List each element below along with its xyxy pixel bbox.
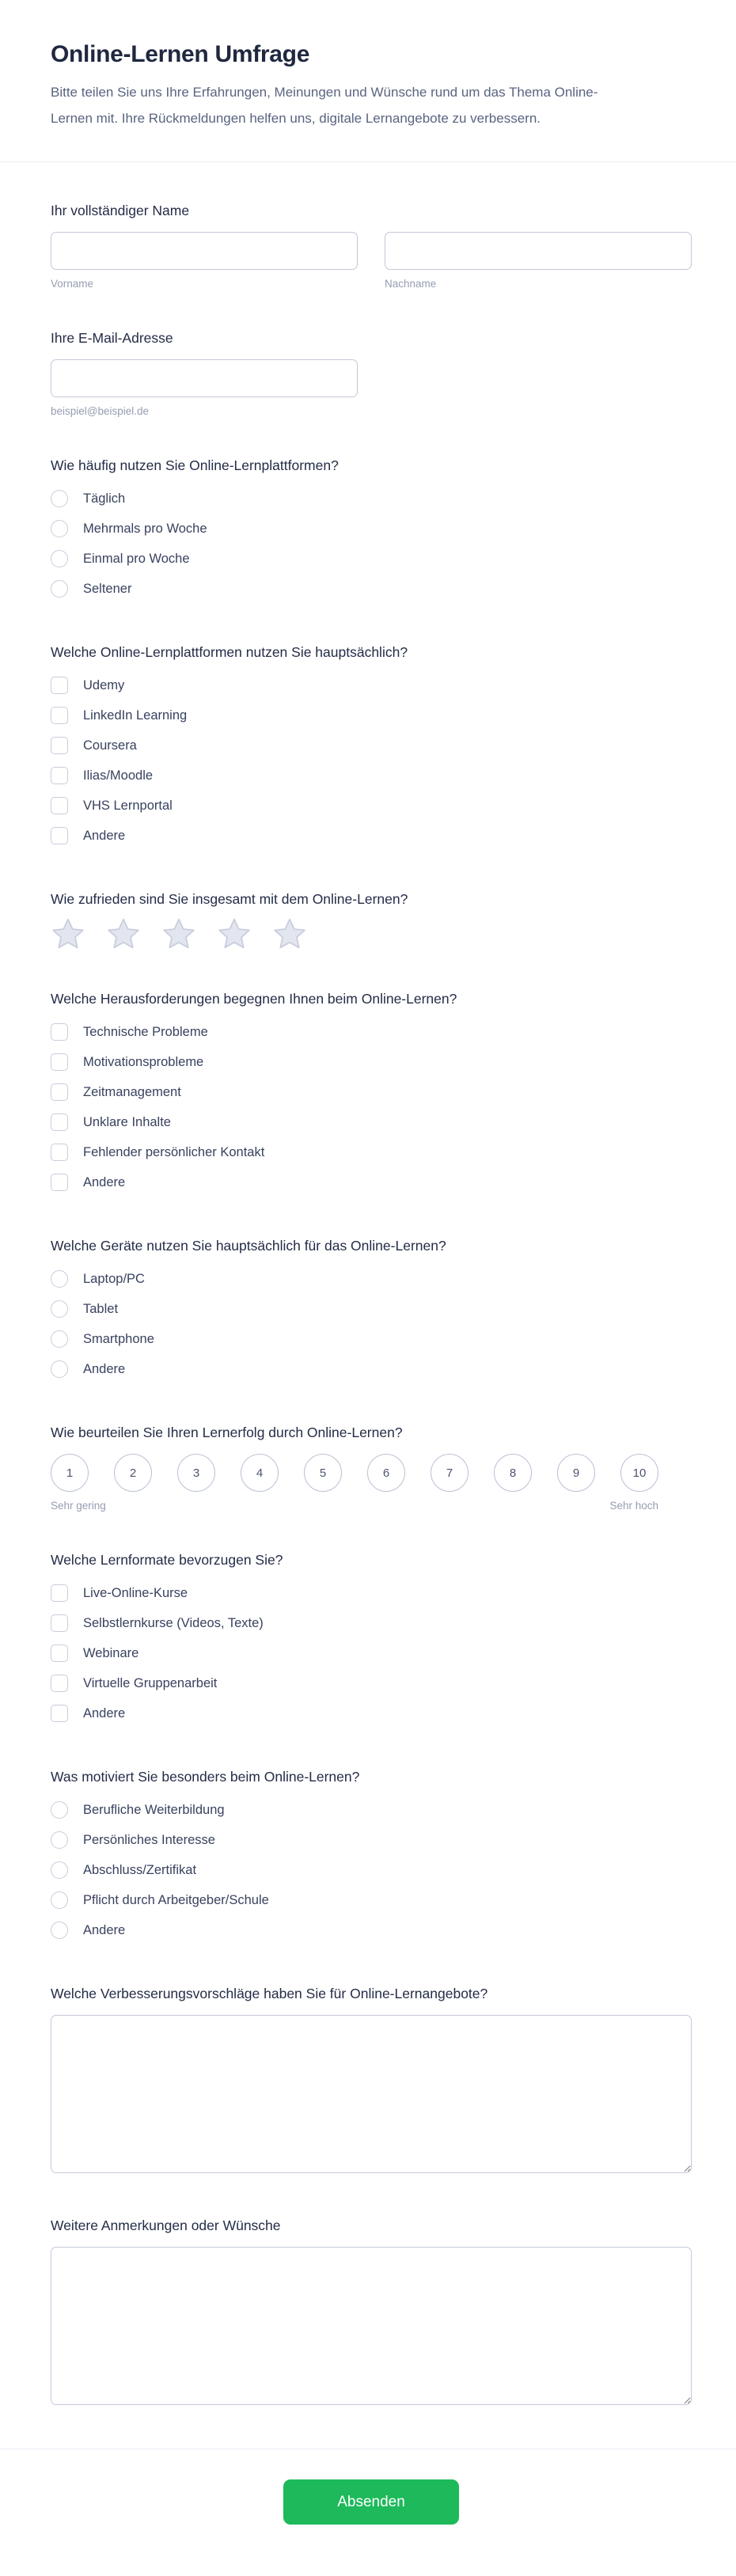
radio-option[interactable] bbox=[51, 1354, 692, 1384]
radio-option[interactable] bbox=[51, 1855, 692, 1885]
question-label: Ihr vollständiger Name bbox=[51, 203, 190, 218]
form-footer bbox=[51, 2449, 692, 2566]
divider bbox=[0, 161, 736, 162]
remarks-textarea[interactable] bbox=[51, 2247, 692, 2405]
radio-icon[interactable] bbox=[51, 490, 68, 507]
radio-option[interactable] bbox=[51, 574, 692, 604]
option-label: Motivationsprobleme bbox=[83, 1055, 204, 1069]
star-icon[interactable] bbox=[51, 917, 85, 950]
radio-option[interactable] bbox=[51, 1795, 692, 1825]
radio-option[interactable] bbox=[51, 1825, 692, 1855]
radio-option[interactable] bbox=[51, 544, 692, 574]
question-label: Weitere Anmerkungen oder Wünsche bbox=[51, 2217, 281, 2233]
option-label: Mehrmals pro Woche bbox=[83, 522, 207, 536]
star-icon[interactable] bbox=[161, 917, 196, 950]
radio-icon[interactable] bbox=[51, 1360, 68, 1378]
checkbox-option[interactable] bbox=[51, 1578, 692, 1608]
question-label: Was motiviert Sie besonders beim Online-Lernen? bbox=[51, 1769, 360, 1785]
question-label: Ihre E-Mail-Adresse bbox=[51, 330, 173, 346]
option-label: Andere bbox=[83, 1175, 126, 1189]
question-label: Welche Verbesserungsvorschläge haben Sie für Online-Lernangebote? bbox=[51, 1986, 488, 2001]
option-label: Zeitmanagement bbox=[83, 1085, 181, 1099]
question-frequency bbox=[51, 457, 692, 604]
scale-option-1[interactable]: 1 bbox=[51, 1454, 89, 1492]
checkbox-icon[interactable] bbox=[51, 767, 68, 784]
option-label: Berufliche Weiterbildung bbox=[83, 1803, 225, 1817]
question-devices bbox=[51, 1237, 692, 1384]
question-label: Wie häufig nutzen Sie Online-Lernplattformen? bbox=[51, 457, 339, 473]
checkbox-option[interactable] bbox=[51, 1698, 692, 1728]
checkbox-icon[interactable] bbox=[51, 1053, 68, 1071]
scale-min-label: Sehr gering bbox=[51, 1500, 106, 1512]
checkbox-option[interactable] bbox=[51, 1167, 692, 1197]
radio-option[interactable] bbox=[51, 1324, 692, 1354]
question-email bbox=[51, 329, 692, 417]
checkbox-option[interactable] bbox=[51, 1017, 692, 1047]
option-label: Udemy bbox=[83, 678, 125, 692]
checkbox-option[interactable] bbox=[51, 1668, 692, 1698]
checkbox-option[interactable] bbox=[51, 1107, 692, 1137]
question-suggestions bbox=[51, 1985, 692, 2177]
option-label: Abschluss/Zertifikat bbox=[83, 1863, 197, 1877]
radio-icon[interactable] bbox=[51, 1891, 68, 1909]
option-label: LinkedIn Learning bbox=[83, 708, 188, 723]
checkbox-icon[interactable] bbox=[51, 797, 68, 814]
option-label: Andere bbox=[83, 1923, 126, 1937]
radio-icon[interactable] bbox=[51, 1801, 68, 1819]
email-sublabel: beispiel@beispiel.de bbox=[51, 405, 150, 417]
scale-option-5[interactable]: 5 bbox=[304, 1454, 342, 1492]
scale-labels bbox=[51, 1492, 658, 1512]
option-label: Pflicht durch Arbeitgeber/Schule bbox=[83, 1893, 269, 1907]
checkbox-icon[interactable] bbox=[51, 1675, 68, 1692]
radio-icon[interactable] bbox=[51, 520, 68, 537]
star-icon[interactable] bbox=[217, 917, 252, 950]
suggestions-textarea[interactable] bbox=[51, 2015, 692, 2173]
radio-icon[interactable] bbox=[51, 1861, 68, 1879]
star-icon[interactable] bbox=[272, 917, 307, 950]
linear-scale bbox=[51, 1454, 658, 1512]
checkbox-icon[interactable] bbox=[51, 1645, 68, 1662]
question-formats bbox=[51, 1551, 692, 1728]
question-motivation bbox=[51, 1768, 692, 1945]
checkbox-option[interactable] bbox=[51, 1077, 692, 1107]
checkbox-option[interactable] bbox=[51, 1047, 692, 1077]
question-label: Wie zufrieden sind Sie insgesamt mit dem Online-Lernen? bbox=[51, 891, 408, 907]
option-label: Fehlender persönlicher Kontakt bbox=[83, 1145, 265, 1159]
checkbox-option[interactable] bbox=[51, 700, 692, 730]
radio-option[interactable] bbox=[51, 1264, 692, 1294]
checkbox-icon[interactable] bbox=[51, 1705, 68, 1722]
first-name-input[interactable] bbox=[51, 232, 358, 270]
question-label: Wie beurteilen Sie Ihren Lernerfolg durch Online-Lernen? bbox=[51, 1425, 403, 1440]
last-name-sublabel: Nachname bbox=[385, 278, 437, 290]
question-remarks bbox=[51, 2217, 692, 2409]
radio-option[interactable] bbox=[51, 1294, 692, 1324]
option-label: Technische Probleme bbox=[83, 1025, 208, 1039]
question-label: Welche Herausforderungen begegnen Ihnen beim Online-Lernen? bbox=[51, 991, 457, 1007]
email-field-wrap bbox=[51, 359, 358, 417]
question-challenges bbox=[51, 990, 692, 1197]
scale-max-label: Sehr hoch bbox=[609, 1500, 658, 1512]
radio-icon[interactable] bbox=[51, 1270, 68, 1288]
checkbox-icon[interactable] bbox=[51, 1614, 68, 1632]
radio-option[interactable] bbox=[51, 484, 692, 514]
scale-option-6[interactable]: 6 bbox=[367, 1454, 405, 1492]
checkbox-icon[interactable] bbox=[51, 737, 68, 754]
question-satisfaction-rating bbox=[51, 890, 692, 950]
checkbox-icon[interactable] bbox=[51, 827, 68, 844]
option-label: Coursera bbox=[83, 738, 137, 753]
email-input[interactable] bbox=[51, 359, 358, 397]
scale-option-8[interactable]: 8 bbox=[494, 1454, 532, 1492]
checkbox-option[interactable] bbox=[51, 670, 692, 700]
checkbox-icon[interactable] bbox=[51, 1023, 68, 1041]
option-label: Täglich bbox=[83, 491, 126, 506]
option-label: Andere bbox=[83, 829, 126, 843]
scale-option-9[interactable]: 9 bbox=[557, 1454, 595, 1492]
scale-option-4[interactable]: 4 bbox=[241, 1454, 279, 1492]
checkbox-icon[interactable] bbox=[51, 1144, 68, 1161]
option-label: Tablet bbox=[83, 1302, 119, 1316]
checkbox-icon[interactable] bbox=[51, 1174, 68, 1191]
question-full-name bbox=[51, 202, 692, 290]
checkbox-option[interactable] bbox=[51, 1638, 692, 1668]
radio-icon[interactable] bbox=[51, 550, 68, 567]
checkbox-icon[interactable] bbox=[51, 707, 68, 724]
scale-option-2[interactable]: 2 bbox=[114, 1454, 152, 1492]
checkbox-icon[interactable] bbox=[51, 1083, 68, 1101]
star-icon[interactable] bbox=[106, 917, 141, 950]
page-title: Online-Lernen Umfrage bbox=[51, 41, 310, 67]
option-label: Einmal pro Woche bbox=[83, 552, 190, 566]
checkbox-option[interactable] bbox=[51, 791, 692, 821]
radio-icon[interactable] bbox=[51, 1330, 68, 1348]
option-label: Seltener bbox=[83, 582, 132, 596]
form-description: Bitte teilen Sie uns Ihre Erfahrungen, Meinungen und Wünsche rund um das Thema Online-Lernen mit. Ihre Rückmeldungen helfen uns, digitale Lernangebote zu verbessern. bbox=[51, 85, 598, 126]
last-name-input[interactable] bbox=[385, 232, 692, 270]
question-learning-success-scale bbox=[51, 1424, 692, 1512]
radio-icon[interactable] bbox=[51, 1922, 68, 1939]
option-label: Webinare bbox=[83, 1646, 139, 1660]
scale-option-7[interactable]: 7 bbox=[431, 1454, 469, 1492]
question-label: Welche Online-Lernplattformen nutzen Sie hauptsächlich? bbox=[51, 644, 408, 660]
option-label: Andere bbox=[83, 1706, 126, 1720]
scale-options-row bbox=[51, 1454, 658, 1492]
checkbox-option[interactable] bbox=[51, 821, 692, 851]
radio-icon[interactable] bbox=[51, 1300, 68, 1318]
checkbox-icon[interactable] bbox=[51, 677, 68, 694]
scale-option-10[interactable]: 10 bbox=[620, 1454, 658, 1492]
option-label: Selbstlernkurse (Videos, Texte) bbox=[83, 1616, 264, 1630]
option-label: Smartphone bbox=[83, 1332, 154, 1346]
option-label: Laptop/PC bbox=[83, 1272, 145, 1286]
name-fields-row bbox=[51, 232, 692, 290]
checkbox-option[interactable] bbox=[51, 730, 692, 761]
option-label: Live-Online-Kurse bbox=[83, 1586, 188, 1600]
scale-option-3[interactable]: 3 bbox=[177, 1454, 215, 1492]
checkbox-icon[interactable] bbox=[51, 1584, 68, 1602]
option-label: Unklare Inhalte bbox=[83, 1115, 171, 1129]
last-name-field bbox=[385, 232, 692, 290]
checkbox-option[interactable] bbox=[51, 1608, 692, 1638]
submit-button[interactable]: Absenden bbox=[283, 2479, 459, 2525]
first-name-sublabel: Vorname bbox=[51, 278, 94, 290]
radio-option[interactable] bbox=[51, 1915, 692, 1945]
question-platforms bbox=[51, 643, 692, 851]
question-label: Welche Geräte nutzen Sie hauptsächlich für das Online-Lernen? bbox=[51, 1238, 446, 1254]
question-label: Welche Lernformate bevorzugen Sie? bbox=[51, 1552, 283, 1568]
first-name-field bbox=[51, 232, 358, 290]
radio-icon[interactable] bbox=[51, 580, 68, 598]
option-label: Andere bbox=[83, 1362, 126, 1376]
option-label: Ilias/Moodle bbox=[83, 768, 154, 783]
checkbox-option[interactable] bbox=[51, 1137, 692, 1167]
radio-icon[interactable] bbox=[51, 1831, 68, 1849]
radio-option[interactable] bbox=[51, 1885, 692, 1915]
checkbox-icon[interactable] bbox=[51, 1113, 68, 1131]
radio-option[interactable] bbox=[51, 514, 692, 544]
star-rating bbox=[51, 917, 692, 950]
option-label: VHS Lernportal bbox=[83, 799, 173, 813]
checkbox-option[interactable] bbox=[51, 761, 692, 791]
option-label: Persönliches Interesse bbox=[83, 1833, 215, 1847]
option-label: Virtuelle Gruppenarbeit bbox=[83, 1676, 218, 1690]
